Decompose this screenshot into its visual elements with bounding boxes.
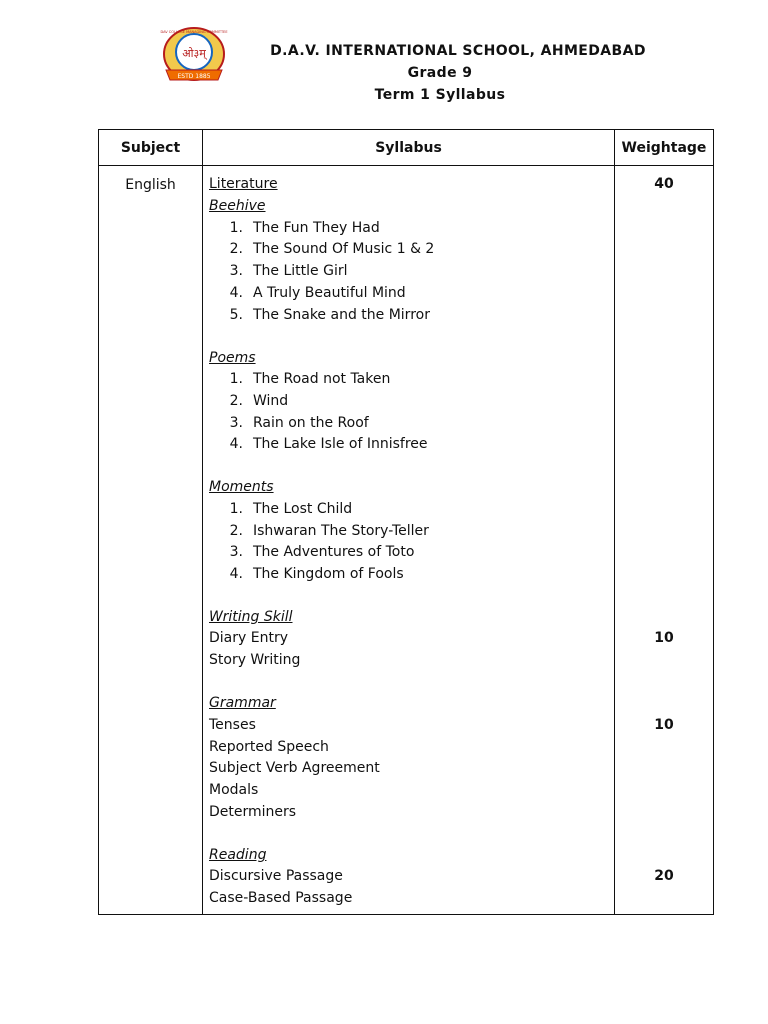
list-item: 1. The Fun They Had bbox=[229, 220, 380, 236]
list-item: Determiners bbox=[209, 804, 297, 820]
emblem-estd-text: ESTD 1885 bbox=[177, 73, 211, 80]
list-item: 4. A Truly Beautiful Mind bbox=[229, 285, 406, 301]
school-name: D.A.V. INTERNATIONAL SCHOOL, AHMEDABAD bbox=[270, 43, 646, 59]
list-item: 3. The Adventures of Toto bbox=[229, 544, 415, 560]
list-item: 4. The Kingdom of Fools bbox=[229, 566, 404, 582]
school-emblem-icon bbox=[160, 26, 228, 88]
syllabus-cell bbox=[203, 166, 615, 915]
list-item: 2. The Sound Of Music 1 & 2 bbox=[229, 241, 435, 257]
list-item: 2. Ishwaran The Story-Teller bbox=[229, 523, 429, 539]
list-item: 1. The Road not Taken bbox=[229, 371, 391, 387]
table-row bbox=[99, 166, 714, 915]
list-item: Diary Entry bbox=[209, 630, 288, 646]
list-item: 4. The Lake Isle of Innisfree bbox=[229, 436, 428, 452]
list-item: 1. The Lost Child bbox=[229, 501, 353, 517]
moments-heading: Moments bbox=[209, 479, 274, 495]
document-header bbox=[230, 40, 660, 106]
syllabus-table bbox=[98, 129, 714, 915]
list-item: Story Writing bbox=[209, 652, 301, 668]
table-header-row bbox=[99, 130, 714, 166]
list-item: 3. The Little Girl bbox=[229, 263, 348, 279]
weightage-writing: 10 bbox=[654, 630, 674, 646]
poems-heading: Poems bbox=[209, 350, 256, 366]
grammar-heading: Grammar bbox=[209, 695, 276, 711]
beehive-heading: Beehive bbox=[209, 198, 266, 214]
list-item: 5. The Snake and the Mirror bbox=[229, 307, 430, 323]
weightage-cell bbox=[615, 166, 714, 915]
emblem-top-text: DAV COLLEGE MANAGING COMMITTEE bbox=[160, 30, 228, 34]
term-title: Term 1 Syllabus bbox=[374, 87, 506, 103]
list-item: Reported Speech bbox=[209, 739, 329, 755]
list-item: Modals bbox=[209, 782, 259, 798]
header-subject: Subject bbox=[99, 130, 203, 166]
list-item: Subject Verb Agreement bbox=[209, 760, 380, 776]
writing-skill-heading: Writing Skill bbox=[209, 609, 293, 625]
weightage-literature: 40 bbox=[654, 176, 674, 192]
list-item: Case-Based Passage bbox=[209, 890, 353, 906]
reading-heading: Reading bbox=[209, 847, 267, 863]
grade-title: Grade 9 bbox=[407, 65, 473, 81]
weightage-reading: 20 bbox=[654, 868, 674, 884]
subject-cell: English bbox=[99, 166, 203, 915]
emblem-center-text: ओ३म् bbox=[182, 47, 206, 60]
list-item: Tenses bbox=[209, 717, 256, 733]
list-item: 3. Rain on the Roof bbox=[229, 415, 369, 431]
literature-heading: Literature bbox=[209, 176, 278, 192]
list-item: Discursive Passage bbox=[209, 868, 343, 884]
weightage-grammar: 10 bbox=[654, 717, 674, 733]
header-weightage: Weightage bbox=[615, 130, 714, 166]
list-item: 2. Wind bbox=[229, 393, 289, 409]
header-syllabus: Syllabus bbox=[203, 130, 615, 166]
